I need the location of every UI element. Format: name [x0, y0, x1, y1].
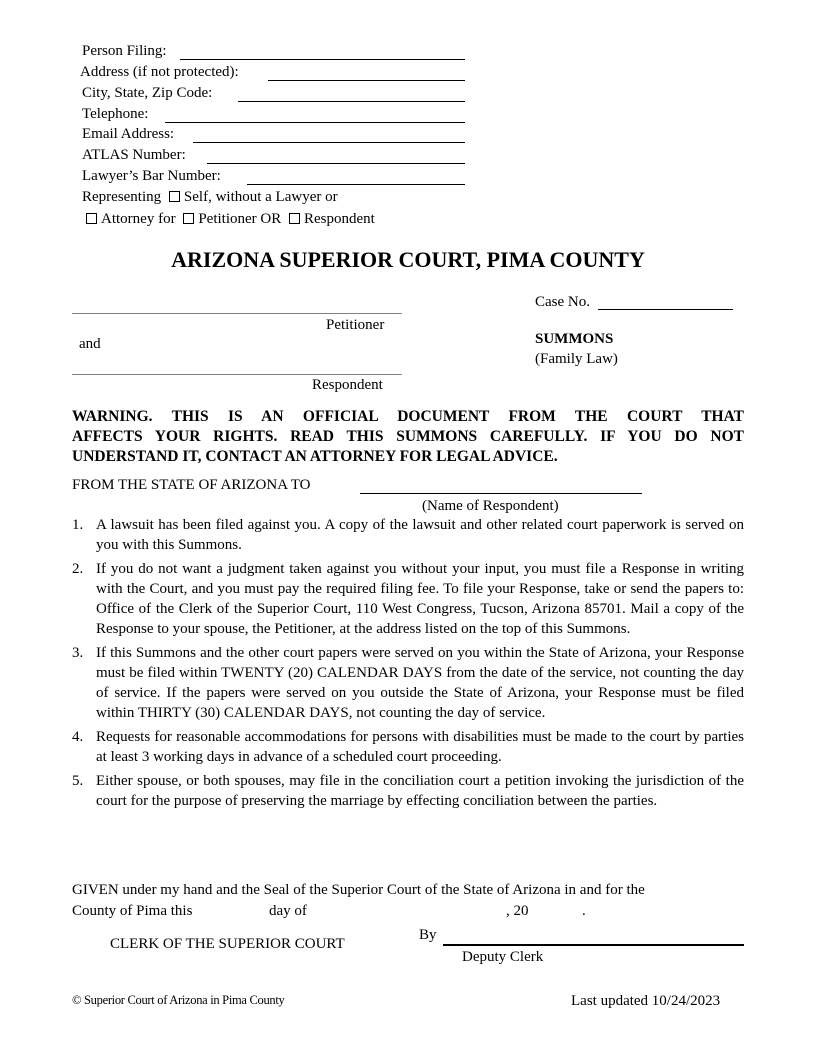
representing-row	[82, 188, 338, 206]
item-number: 2.	[72, 561, 84, 577]
city-state-zip-field[interactable]	[238, 101, 465, 102]
by-label: By	[419, 927, 437, 943]
respondent-name-field[interactable]	[72, 374, 402, 375]
list-item	[72, 559, 744, 639]
from-state-label: FROM THE STATE OF ARIZONA TO	[72, 477, 311, 493]
address-label: Address (if not protected):	[80, 64, 239, 80]
attorney-row	[86, 210, 375, 228]
item-text: If you do not want a judgment taken against you without your input, you must file a Response in writing with the Court, and you must pay the required filing fee. To file your Response, take or send the papers to: Office of the Clerk of the Superior Court, 110 West Congress, Tucson, Arizona 85701. Mail a copy of the Response to your spouse, the Petitioner, at the address listed on the top of this Summons.	[96, 561, 744, 637]
telephone-label: Telephone:	[82, 106, 149, 122]
item-number: 3.	[72, 645, 84, 661]
signature-line[interactable]	[443, 944, 744, 946]
list-item	[72, 771, 744, 811]
item-number: 1.	[72, 517, 84, 533]
item-text: Requests for reasonable accommodations for persons with disabilities must be made to the court by parties at least 3 working days in advance of a scheduled court proceeding.	[96, 729, 744, 765]
warning-line: UNDERSTAND IT, CONTACT AN ATTORNEY FOR LEGAL ADVICE.	[72, 448, 558, 465]
case-number-field[interactable]	[598, 309, 733, 310]
item-number: 5.	[72, 773, 84, 789]
deputy-clerk-label: Deputy Clerk	[462, 949, 544, 965]
summons-title: SUMMONS	[535, 331, 614, 347]
county-label: County of Pima this	[72, 903, 193, 919]
warning-line: AFFECTS YOUR RIGHTS. READ THIS SUMMONS CAREFULLY. IF YOU DO NOT	[72, 428, 744, 445]
list-item	[72, 727, 744, 767]
day-of-label: day of	[269, 903, 307, 919]
item-text: A lawsuit has been filed against you. A copy of the lawsuit and other related court paperwork is served on you with this Summons.	[96, 517, 744, 553]
petitioner-label: Petitioner	[326, 317, 385, 333]
period-label: .	[582, 903, 586, 919]
email-label: Email Address:	[82, 126, 175, 142]
item-text: If this Summons and the other court papers were served on you within the State of Arizona, your Response must be filed within TWENTY (20) CALENDAR DAYS from the date of the service, not counting the day of service. If the papers were served on you outside the State of Arizona, your Response must be filed within THIRTY (30) CALENDAR DAYS, not counting the day of service.	[96, 645, 744, 721]
given-statement	[72, 880, 744, 900]
self-option-label: Self, without a Lawyer or	[183, 189, 338, 205]
warning-line: WARNING. THIS IS AN OFFICIAL DOCUMENT FROM THE COURT THAT	[72, 408, 744, 425]
petitioner-option-label: Petitioner OR	[198, 211, 282, 227]
bar-number-field[interactable]	[247, 184, 465, 185]
and-label: and	[79, 336, 101, 352]
item-number: 4.	[72, 729, 84, 745]
warning-notice	[72, 407, 744, 467]
atlas-number-field[interactable]	[207, 163, 465, 164]
list-item	[72, 515, 744, 555]
year-label: , 20	[506, 903, 529, 919]
bar-number-label: Lawyer’s Bar Number:	[82, 168, 221, 184]
respondent-name-caption: (Name of Respondent)	[422, 498, 559, 514]
respondent-option-label: Respondent	[303, 211, 375, 227]
given-line-1: GIVEN under my hand and the Seal of the Superior Court of the State of Arizona in and for the	[72, 882, 645, 898]
family-law-subtitle: (Family Law)	[535, 351, 618, 367]
petitioner-checkbox[interactable]	[183, 213, 194, 224]
person-filing-label: Person Filing:	[82, 43, 167, 59]
attorney-checkbox[interactable]	[86, 213, 97, 224]
list-item	[72, 643, 744, 723]
respondent-checkbox[interactable]	[289, 213, 300, 224]
self-checkbox[interactable]	[169, 191, 180, 202]
person-filing-field[interactable]	[180, 59, 465, 60]
court-title: ARIZONA SUPERIOR COURT, PIMA COUNTY	[171, 247, 645, 272]
summons-items	[72, 515, 744, 815]
item-text: Either spouse, or both spouses, may file in the conciliation court a petition invoking the jurisdiction of the court for the purpose of preserving the marriage by effecting conciliation between the parties.	[96, 773, 744, 809]
respondent-label: Respondent	[312, 377, 383, 393]
case-number-label: Case No.	[535, 294, 590, 310]
attorney-option-label: Attorney for	[101, 211, 176, 227]
email-field[interactable]	[193, 142, 465, 143]
representing-label: Representing	[82, 189, 162, 205]
last-updated-footer: Last updated 10/24/2023	[571, 993, 721, 1009]
respondent-name-line[interactable]	[360, 493, 642, 494]
atlas-number-label: ATLAS Number:	[82, 147, 186, 163]
clerk-label: CLERK OF THE SUPERIOR COURT	[110, 936, 345, 952]
telephone-field[interactable]	[165, 122, 465, 123]
address-field[interactable]	[268, 80, 465, 81]
city-state-zip-label: City, State, Zip Code:	[82, 85, 213, 101]
copyright-footer: © Superior Court of Arizona in Pima County	[72, 993, 285, 1007]
petitioner-name-field[interactable]	[72, 313, 402, 314]
